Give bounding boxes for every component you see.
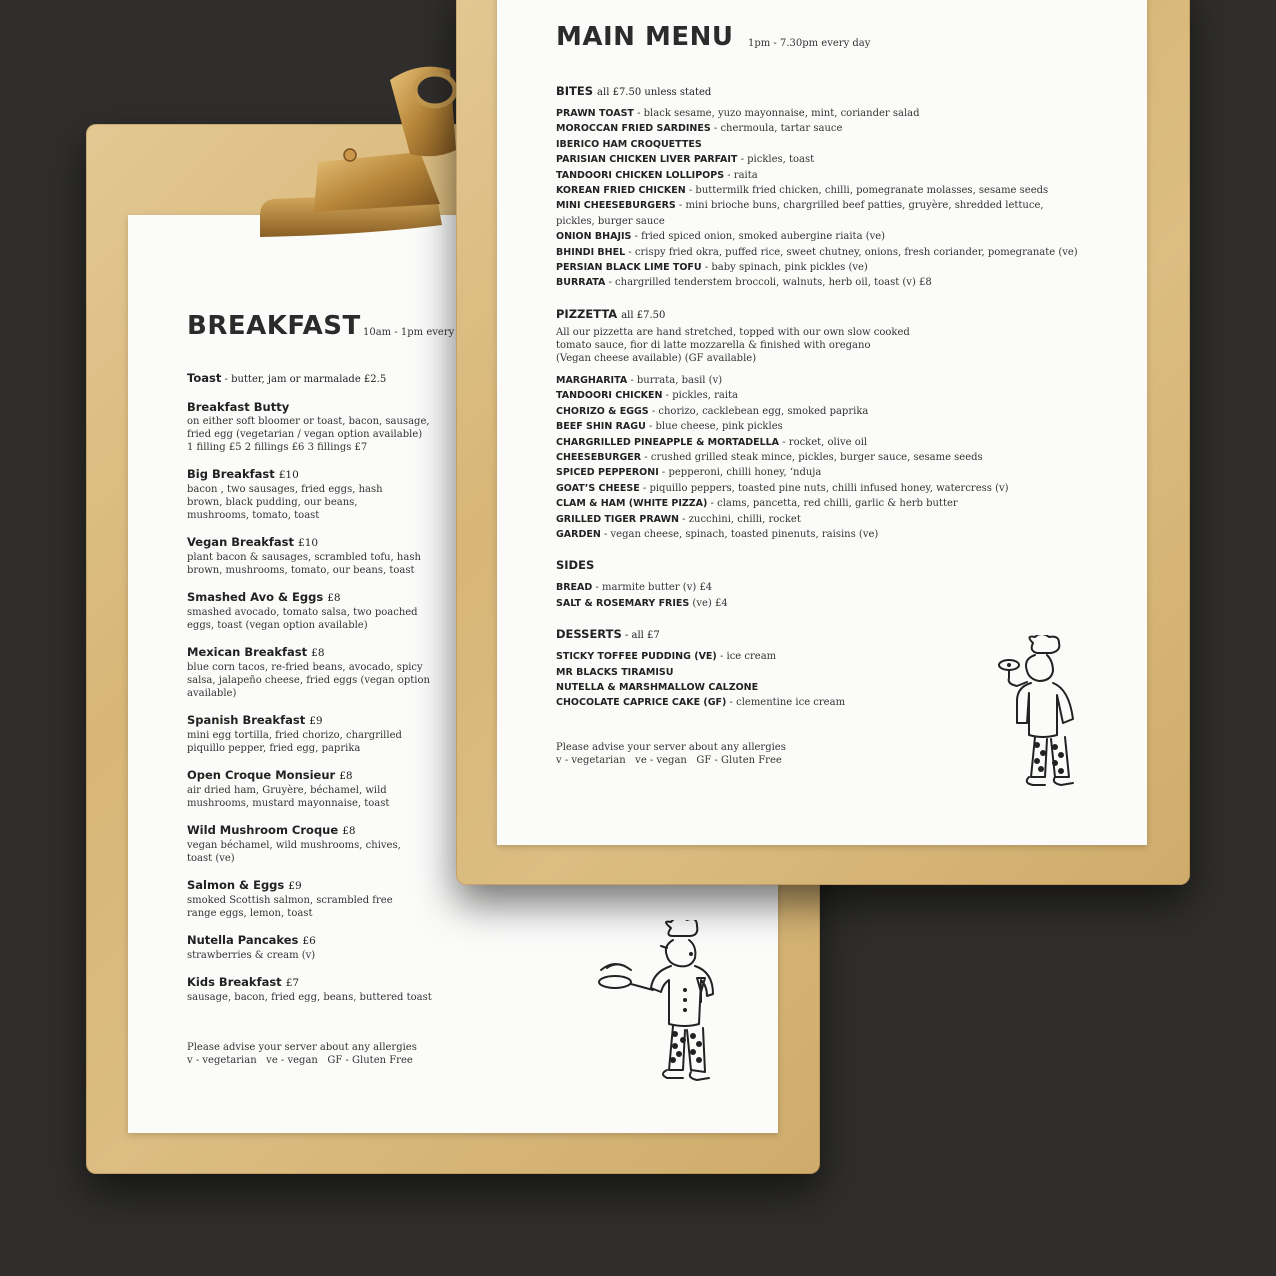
breakfast-item-name: Smashed Avo & Eggs bbox=[187, 590, 324, 604]
bites-item-name: BURRATA bbox=[556, 277, 606, 289]
allergy-line-2: v - vegetarian ve - vegan GF - Gluten Free bbox=[556, 754, 782, 766]
pizzetta-item-desc: - crushed grilled steak mince, pickles, burger sauce, sesame seeds bbox=[641, 451, 983, 463]
sides-heading bbox=[556, 558, 1116, 572]
breakfast-item-desc-line: smashed avocado, tomato salsa, two poached bbox=[187, 607, 418, 618]
breakfast-item-price: £7 bbox=[285, 977, 300, 989]
allergy-line-2: v - vegetarian ve - vegan GF - Gluten Free bbox=[187, 1055, 413, 1066]
bites-item bbox=[556, 275, 1116, 290]
breakfast-items bbox=[187, 371, 447, 1017]
sides-item-name: SALT & ROSEMARY FRIES bbox=[556, 597, 690, 609]
pizzetta-item-name: GARDEN bbox=[556, 528, 601, 540]
chef-with-pan-illustration bbox=[593, 920, 723, 1085]
pizzetta-item-desc: - chorizo, cacklebean egg, smoked paprika bbox=[648, 405, 869, 417]
pizzetta-item-desc: - vegan cheese, spinach, toasted pinenuts, raisins (ve) bbox=[600, 528, 879, 540]
bites-item-desc: - chargrilled tenderstem broccoli, walnuts, herb oil, toast (v) £8 bbox=[605, 277, 932, 289]
bites-item bbox=[556, 198, 1046, 229]
sides-item-desc: - marmite butter (v) £4 bbox=[592, 582, 713, 594]
breakfast-item-desc-line: air dried ham, Gruyère, béchamel, wild bbox=[187, 785, 387, 796]
pizzetta-item bbox=[556, 404, 1116, 419]
breakfast-item-name: Vegan Breakfast bbox=[187, 535, 295, 549]
breakfast-item bbox=[187, 400, 447, 454]
breakfast-item bbox=[187, 467, 447, 522]
breakfast-item bbox=[187, 713, 447, 755]
breakfast-item-header bbox=[187, 768, 447, 784]
breakfast-item-desc-line: strawberries & cream (v) bbox=[187, 950, 316, 961]
breakfast-item bbox=[187, 590, 447, 632]
bites-item bbox=[556, 121, 1116, 136]
breakfast-item-name: Mexican Breakfast bbox=[187, 645, 308, 659]
breakfast-item-price: £9 bbox=[288, 880, 302, 892]
pizzetta-item bbox=[556, 527, 1116, 542]
breakfast-item-desc-line: mushrooms, mustard mayonnaise, toast bbox=[187, 798, 390, 809]
pizzetta-title: PIZZETTA bbox=[556, 306, 618, 321]
section-bites bbox=[556, 84, 1116, 291]
breakfast-item-header bbox=[187, 645, 447, 661]
breakfast-item-desc-line: plant bacon & sausages, scrambled tofu, hash bbox=[187, 552, 421, 563]
breakfast-item-price: £10 bbox=[298, 537, 319, 549]
pizzetta-item bbox=[556, 450, 1116, 465]
pizzetta-item-name: GRILLED TIGER PRAWN bbox=[556, 513, 679, 525]
breakfast-item-header bbox=[187, 713, 447, 729]
breakfast-item-desc-line: salsa, jalapeño cheese, fried eggs (vegan option bbox=[187, 675, 430, 686]
breakfast-item-name: Wild Mushroom Croque bbox=[187, 823, 339, 837]
pizzetta-item-name: CHEESEBURGER bbox=[556, 451, 642, 463]
main-menu-hours: 1pm - 7.30pm every day bbox=[748, 38, 871, 49]
breakfast-item bbox=[187, 933, 447, 962]
pizzetta-item-name: CHARGRILLED PINEAPPLE & MORTADELLA bbox=[556, 436, 780, 448]
bites-item-name: PERSIAN BLACK LIME TOFU bbox=[556, 262, 702, 274]
pizzetta-item-name: CLAM & HAM (WHITE PIZZA) bbox=[556, 498, 708, 510]
pizzetta-item-name: TANDOORI CHICKEN bbox=[556, 390, 663, 402]
desserts-note: - all £7 bbox=[621, 630, 660, 642]
breakfast-item-desc-line: toast (ve) bbox=[187, 853, 235, 864]
breakfast-item-desc-line: blue corn tacos, re-fried beans, avocado, spicy bbox=[187, 662, 423, 673]
bites-item bbox=[556, 152, 1116, 167]
breakfast-title: BREAKFAST bbox=[187, 311, 361, 341]
bites-item-desc: - fried spiced onion, smoked aubergine riaita (ve) bbox=[631, 231, 886, 243]
breakfast-item-header bbox=[187, 371, 447, 387]
bites-item-name: IBERICO HAM CROQUETTES bbox=[556, 138, 702, 150]
breakfast-item-desc-line: eggs, toast (vegan option available) bbox=[187, 620, 368, 631]
breakfast-item bbox=[187, 371, 447, 387]
breakfast-item bbox=[187, 878, 447, 920]
breakfast-item-header bbox=[187, 467, 447, 483]
breakfast-item-price: £8 bbox=[311, 647, 325, 659]
bites-item-name: MINI CHEESEBURGERS bbox=[556, 200, 676, 212]
bites-item bbox=[556, 260, 1116, 275]
allergy-line-1: Please advise your server about any allergies bbox=[556, 741, 786, 753]
breakfast-item-desc-line: available) bbox=[187, 688, 237, 699]
breakfast-item-header bbox=[187, 400, 447, 415]
pizzetta-heading bbox=[556, 307, 1116, 321]
breakfast-item-desc-line: smoked Scottish salmon, scrambled free bbox=[187, 895, 393, 906]
pizzetta-item bbox=[556, 419, 1116, 434]
bites-title: BITES bbox=[556, 84, 594, 98]
breakfast-item-price: £8 bbox=[342, 825, 356, 837]
breakfast-item-price: £8 bbox=[327, 592, 341, 604]
pizzetta-item-name: SPICED PEPPERONI bbox=[556, 467, 659, 479]
breakfast-item-price: £10 bbox=[278, 469, 299, 481]
pizzetta-item-desc: - pepperoni, chilli honey, ‘nduja bbox=[658, 467, 822, 479]
sides-item bbox=[556, 580, 1116, 595]
pizzetta-item-name: GOAT’S CHEESE bbox=[556, 482, 640, 494]
breakfast-item bbox=[187, 535, 447, 577]
bites-item bbox=[556, 106, 1116, 121]
breakfast-item-price: £8 bbox=[339, 770, 353, 782]
breakfast-item-header bbox=[187, 535, 447, 551]
pizzetta-item-desc: - zucchini, chilli, rocket bbox=[679, 513, 801, 525]
pizzetta-item-desc: - pickles, raita bbox=[662, 390, 739, 402]
allergy-line-1: Please advise your server about any allergies bbox=[187, 1042, 417, 1053]
bites-item-name: MOROCCAN FRIED SARDINES bbox=[556, 123, 711, 135]
breakfast-item-desc-line: brown, black pudding, our beans, bbox=[187, 497, 358, 508]
breakfast-item-name: Open Croque Monsieur bbox=[187, 768, 336, 782]
desserts-item-desc: - ice cream bbox=[716, 651, 777, 663]
breakfast-item-header bbox=[187, 933, 447, 949]
pizzetta-note: all £7.50 bbox=[621, 309, 666, 321]
breakfast-item-price: £9 bbox=[309, 715, 323, 727]
breakfast-item-name: Kids Breakfast bbox=[187, 975, 282, 989]
desserts-item-name: MR BLACKS TIRAMISU bbox=[556, 666, 674, 678]
breakfast-item bbox=[187, 645, 447, 700]
breakfast-item-desc-line: fried egg (vegetarian / vegan option available) bbox=[187, 429, 423, 440]
breakfast-item bbox=[187, 975, 447, 1004]
breakfast-item-desc-line: 1 filling £5 2 fillings £6 3 fillings £7 bbox=[187, 442, 368, 453]
intro-line: All our pizzetta are hand stretched, topped with our own slow cooked bbox=[556, 326, 910, 338]
bites-item bbox=[556, 229, 1116, 244]
breakfast-item-desc-line: sausage, bacon, fried egg, beans, buttered toast bbox=[187, 992, 432, 1003]
breakfast-item-desc-line: vegan béchamel, wild mushrooms, chives, bbox=[187, 840, 401, 851]
pizzetta-item bbox=[556, 388, 1116, 403]
breakfast-item-header bbox=[187, 975, 447, 991]
breakfast-item-name: Breakfast Butty bbox=[187, 400, 290, 414]
breakfast-item-desc-line: mushrooms, tomato, toast bbox=[187, 510, 320, 521]
desserts-item-desc: - clementine ice cream bbox=[726, 697, 846, 709]
pizzetta-item bbox=[556, 435, 1116, 450]
bites-item-desc: - black sesame, yuzo mayonnaise, mint, coriander salad bbox=[633, 108, 920, 119]
breakfast-item-name: Big Breakfast bbox=[187, 467, 275, 481]
bites-item-desc: - raita bbox=[724, 169, 758, 181]
breakfast-item-price: £6 bbox=[302, 935, 316, 947]
breakfast-item-name: Spanish Breakfast bbox=[187, 713, 306, 727]
pizzetta-item-desc: - rocket, olive oil bbox=[779, 436, 868, 448]
pizzetta-item bbox=[556, 496, 1116, 511]
desserts-item-name: STICKY TOFFEE PUDDING (VE) bbox=[556, 651, 717, 663]
pizzetta-item-desc: - burrata, basil (v) bbox=[627, 374, 723, 386]
intro-line: tomato sauce, fior di latte mozzarella & finished with oregano bbox=[556, 339, 871, 351]
pizzetta-item-name: CHORIZO & EGGS bbox=[556, 405, 649, 417]
breakfast-item-header bbox=[187, 878, 447, 894]
bites-item bbox=[556, 183, 1116, 198]
breakfast-item-desc-line: piquillo pepper, fried egg, paprika bbox=[187, 743, 361, 754]
breakfast-item-inline-desc: - butter, jam or marmalade £2.5 bbox=[221, 374, 387, 385]
bites-item bbox=[556, 137, 1116, 152]
breakfast-item-desc-line: on either soft bloomer or toast, bacon, sausage, bbox=[187, 416, 430, 427]
bites-item-desc: - crispy fried okra, puffed rice, sweet chutney, onions, fresh coriander, pomegranate (ve) bbox=[625, 246, 1078, 258]
section-sides bbox=[556, 558, 1116, 611]
breakfast-item-name: Salmon & Eggs bbox=[187, 878, 285, 892]
main-menu-title: MAIN MENU bbox=[556, 22, 734, 52]
bites-item-name: PARISIAN CHICKEN LIVER PARFAIT bbox=[556, 154, 738, 166]
bites-item-name: ONION BHAJIS bbox=[556, 231, 632, 243]
bites-item-desc: - mini brioche buns, chargrilled beef patties, gruyère, shredded lettuce, pickles, burger sauce bbox=[556, 200, 1044, 227]
bites-item-desc: - buttermilk fried chicken, chilli, pomegranate molasses, sesame seeds bbox=[685, 185, 1049, 197]
bites-item-desc: - pickles, toast bbox=[737, 154, 815, 166]
pizzetta-item bbox=[556, 373, 1116, 388]
breakfast-item-name: Nutella Pancakes bbox=[187, 933, 299, 947]
pizzetta-item-desc: - blue cheese, pink pickles bbox=[645, 421, 783, 433]
bites-item-name: BHINDI BHEL bbox=[556, 246, 626, 258]
breakfast-item bbox=[187, 823, 447, 865]
bites-item-name: PRAWN TOAST bbox=[556, 108, 634, 119]
intro-line: (Vegan cheese available) (GF available) bbox=[556, 352, 757, 364]
breakfast-item-desc-line: mini egg tortilla, fried chorizo, chargrilled bbox=[187, 730, 402, 741]
bites-item bbox=[556, 245, 1116, 260]
sides-title: SIDES bbox=[556, 558, 595, 573]
desserts-title: DESSERTS bbox=[556, 627, 622, 642]
breakfast-item bbox=[187, 768, 447, 810]
section-pizzetta bbox=[556, 307, 1116, 542]
pizzetta-item-desc: - piquillo peppers, toasted pine nuts, chilli infused honey, watercress (v) bbox=[639, 482, 1009, 494]
bites-item-name: KOREAN FRIED CHICKEN bbox=[556, 185, 686, 197]
bites-item-desc: - baby spinach, pink pickles (ve) bbox=[701, 262, 868, 274]
sides-item-desc: (ve) £4 bbox=[689, 597, 728, 609]
desserts-item-name: NUTELLA & MARSHMALLOW CALZONE bbox=[556, 681, 759, 693]
pizzetta-intro bbox=[556, 326, 1116, 365]
breakfast-item-name: Toast bbox=[187, 371, 222, 385]
pizzetta-item bbox=[556, 465, 1116, 480]
bites-heading bbox=[556, 84, 1116, 98]
bites-item bbox=[556, 168, 1116, 183]
breakfast-item-desc-line: brown, mushrooms, tomato, our beans, toast bbox=[187, 565, 415, 576]
breakfast-item-header bbox=[187, 590, 447, 606]
breakfast-item-desc-line: bacon , two sausages, fried eggs, hash bbox=[187, 484, 383, 495]
breakfast-hours: 10am - 1pm every bbox=[363, 327, 455, 338]
desserts-item-name: CHOCOLATE CAPRICE CAKE (GF) bbox=[556, 697, 727, 709]
breakfast-item-header bbox=[187, 823, 447, 839]
sides-item bbox=[556, 596, 1116, 611]
bites-note: all £7.50 unless stated bbox=[597, 87, 712, 98]
pizzetta-item bbox=[556, 481, 1116, 496]
bites-item-name: TANDOORI CHICKEN LOLLIPOPS bbox=[556, 169, 725, 181]
bites-item-desc: - chermoula, tartar sauce bbox=[710, 123, 843, 135]
chef-with-mushroom-illustration bbox=[995, 635, 1095, 790]
pizzetta-item-name: BEEF SHIN RAGU bbox=[556, 421, 646, 433]
breakfast-allergy-note bbox=[187, 1041, 417, 1067]
sides-item-name: BREAD bbox=[556, 582, 593, 594]
pizzetta-item-desc: - clams, pancetta, red chilli, garlic & herb butter bbox=[707, 498, 958, 510]
breakfast-item-desc-line: range eggs, lemon, toast bbox=[187, 908, 313, 919]
pizzetta-item bbox=[556, 512, 1116, 527]
pizzetta-item-name: MARGHARITA bbox=[556, 374, 628, 386]
main-menu-sheet bbox=[497, 0, 1147, 845]
